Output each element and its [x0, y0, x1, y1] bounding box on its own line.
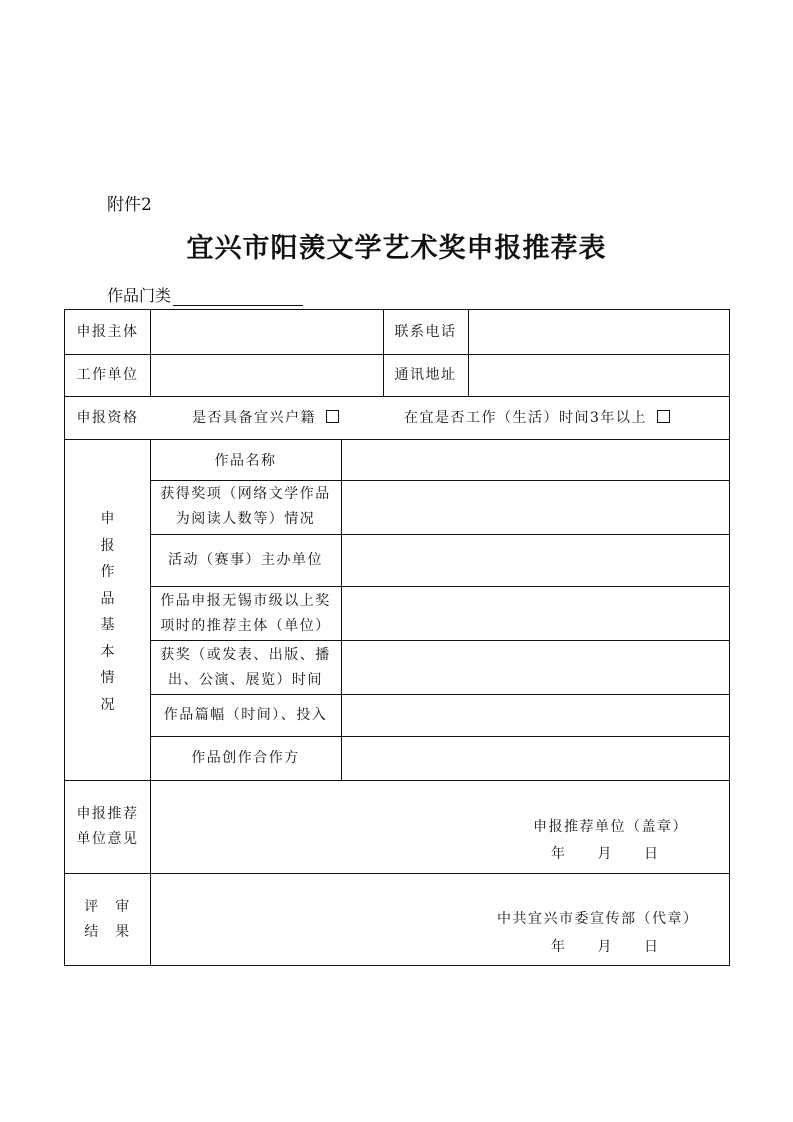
residency-checkbox[interactable]: [657, 410, 670, 423]
review-date: 年 月 日: [551, 939, 660, 955]
category-label: 作品门类: [107, 286, 172, 305]
recommender-label-line: 项时的推荐主体（单位）: [160, 618, 331, 634]
review-label-line: 评 审: [84, 899, 131, 915]
work-unit-label: 工作单位: [76, 367, 139, 383]
section-char: 本: [100, 643, 115, 660]
time-label-line: 出、公演、展览）时间: [168, 672, 323, 688]
subrow-divider: [150, 736, 729, 737]
opinion-date: 年 月 日: [551, 846, 660, 862]
subrow-divider: [150, 640, 729, 641]
hukou-option: [192, 406, 339, 431]
application-form-table: [64, 309, 730, 966]
residency-option: [404, 406, 670, 431]
column-divider: [150, 310, 151, 396]
section-char: 作: [100, 564, 115, 580]
section-char: 品: [100, 590, 115, 607]
category-blank-line[interactable]: [173, 287, 303, 306]
subrow-divider: [150, 586, 729, 587]
work-info-section-label: [65, 506, 150, 718]
section-char: 申: [100, 511, 115, 527]
section-char: 报: [100, 537, 115, 554]
partner-label: 作品创作合作方: [191, 750, 300, 766]
time-label: [150, 643, 341, 693]
recommender-label: [150, 589, 341, 639]
opinion-label-line: 申报推荐: [76, 806, 139, 822]
category-field: [107, 283, 303, 306]
row-divider: [65, 396, 729, 397]
review-label: [65, 895, 150, 945]
award-label: [150, 482, 341, 532]
applicant-label: 申报主体: [76, 324, 139, 340]
subrow-divider: [150, 480, 729, 481]
subrow-divider: [150, 534, 729, 535]
award-label-line: 为阅读人数等）情况: [175, 511, 316, 527]
recommender-label-line: 作品申报无锡市级以上奖: [160, 593, 331, 609]
hukou-option-label: 是否具备宜兴户籍: [192, 410, 316, 426]
hukou-checkbox[interactable]: [326, 410, 339, 423]
qualification-label: 申报资格: [76, 410, 139, 426]
column-divider: [341, 439, 342, 780]
award-label-line: 获得奖项（网络文学作品: [160, 486, 331, 502]
address-label: 通讯地址: [394, 367, 457, 383]
organizer-label: 活动（赛事）主办单位: [168, 552, 323, 568]
work-name-label: 作品名称: [214, 453, 277, 469]
column-divider: [468, 310, 469, 396]
page-title: 宜兴市阳羡文学艺术奖申报推荐表: [186, 233, 607, 264]
opinion-seal-label: 申报推荐单位（盖章）: [533, 819, 688, 835]
time-label-line: 获奖（或发表、出版、播: [160, 647, 331, 663]
length-label: 作品篇幅（时间）、投入: [163, 707, 328, 723]
opinion-label: [65, 802, 150, 852]
row-divider: [65, 780, 729, 781]
row-divider: [65, 439, 729, 440]
section-char: 况: [100, 696, 115, 713]
attachment-label: 附件2: [107, 195, 152, 215]
review-seal-label: 中共宜兴市委宣传部（代章）: [497, 911, 699, 927]
section-char: 情: [100, 670, 115, 686]
row-divider: [65, 873, 729, 874]
residency-option-label: 在宜是否工作（生活）时间3年以上: [404, 410, 647, 426]
subrow-divider: [150, 694, 729, 695]
section-char: 基: [100, 617, 115, 633]
phone-label: 联系电话: [394, 324, 457, 340]
opinion-label-line: 单位意见: [76, 831, 139, 847]
review-label-line: 结 果: [84, 924, 131, 940]
row-divider: [65, 354, 729, 355]
